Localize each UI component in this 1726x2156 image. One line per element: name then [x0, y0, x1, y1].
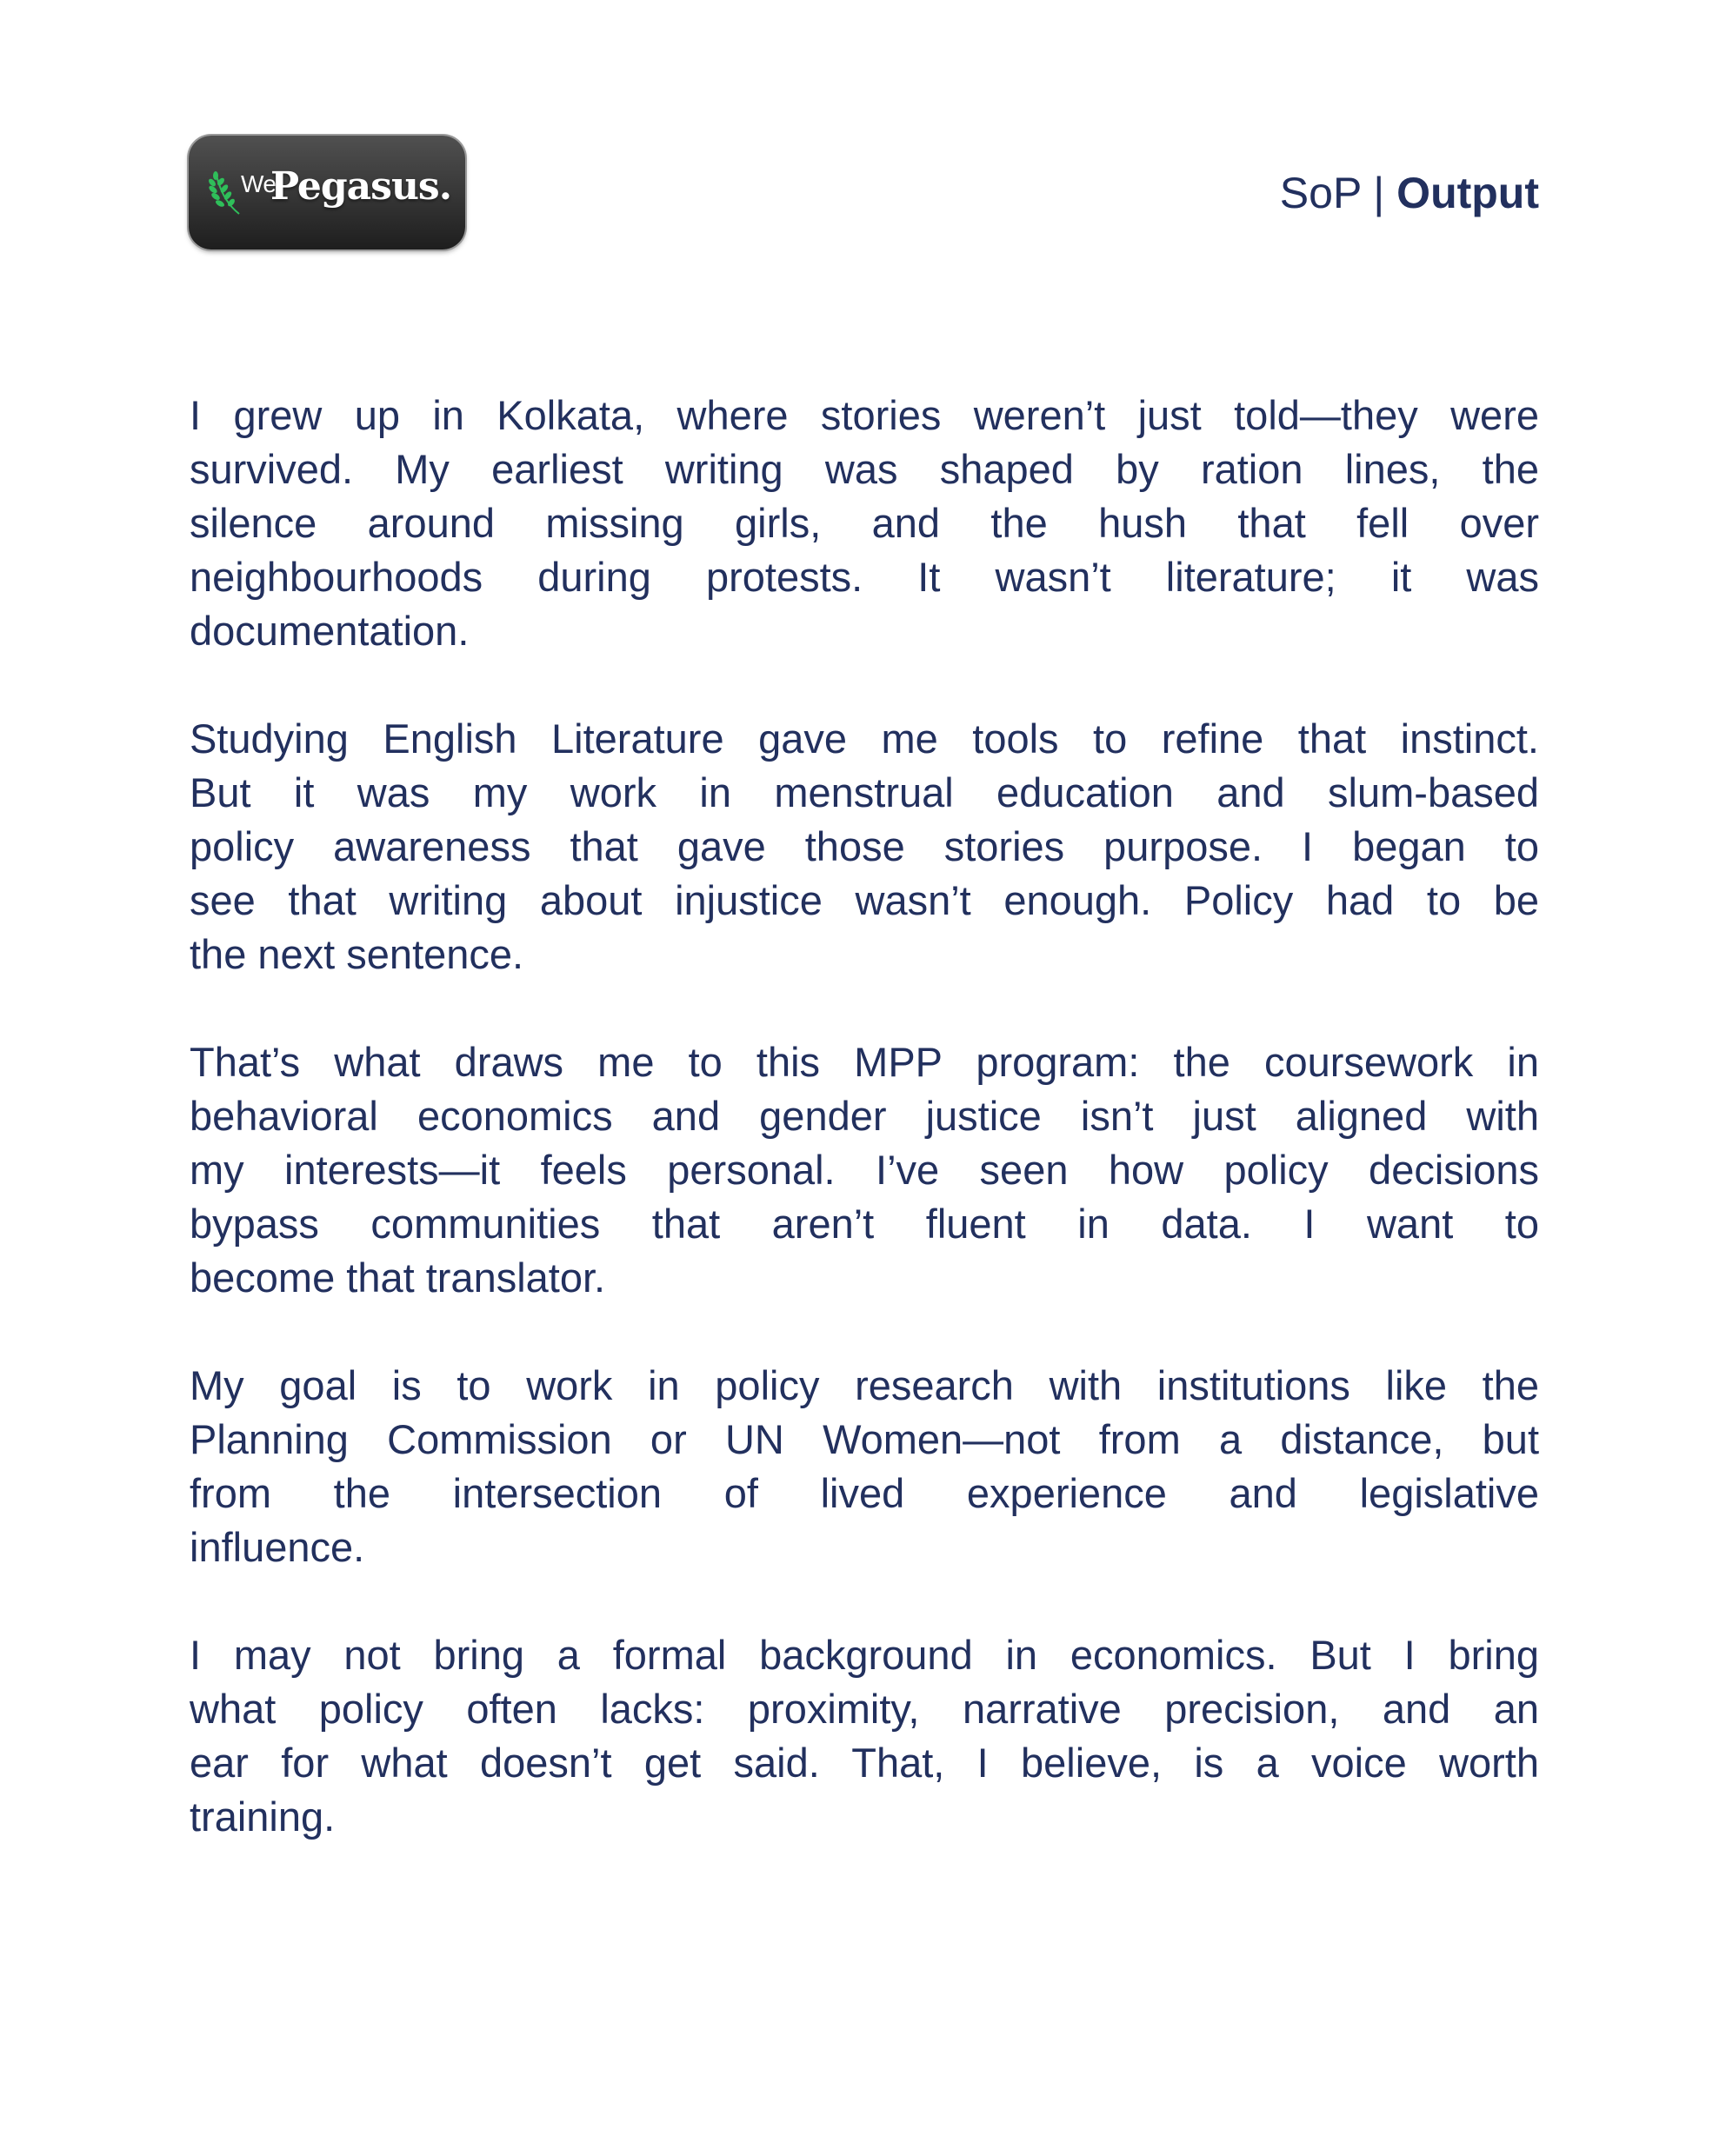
- sop-body: [190, 389, 1539, 1898]
- paragraph-line: That’s what draws me to this MPP program: the coursework in: [190, 1039, 1539, 1085]
- paragraph-line: My goal is to work in policy research with institutions like the: [190, 1362, 1539, 1408]
- paragraph-line: my interests—it feels personal. I’ve seen how policy decisions: [190, 1147, 1539, 1193]
- paragraph-line: bypass communities that aren’t fluent in data. I want to: [190, 1201, 1539, 1247]
- logo-name: Pegasus.: [270, 164, 452, 209]
- paragraph: [190, 712, 1539, 982]
- paragraph-line: behavioral economics and gender justice isn’t just aligned with: [190, 1093, 1539, 1139]
- paragraph-line: policy awareness that gave those stories purpose. I began to: [190, 823, 1539, 869]
- paragraph-line: from the intersection of lived experience and legislative: [190, 1470, 1539, 1516]
- paragraph-line: see that writing about injustice wasn’t enough. Policy had to be: [190, 877, 1539, 923]
- paragraph-line: I grew up in Kolkata, where stories weren’t just told—they were: [190, 392, 1539, 438]
- paragraph-line: But it was my work in menstrual education and slum-based: [190, 769, 1539, 815]
- paragraph-line: documentation.: [190, 608, 470, 654]
- paragraph: [190, 1628, 1539, 1844]
- wepegasus-logo: [189, 136, 465, 250]
- page-title: [1280, 167, 1539, 219]
- paragraph-line: neighbourhoods during protests. It wasn’t literature; it was: [190, 554, 1539, 600]
- paragraph-line: the next sentence.: [190, 931, 524, 977]
- paragraph-line: what policy often lacks: proximity, narrative precision, and an: [190, 1686, 1539, 1732]
- paragraph-line: silence around missing girls, and the hush that fell over: [190, 500, 1539, 546]
- paragraph-line: I may not bring a formal background in economics. But I bring: [190, 1632, 1539, 1678]
- paragraph-line: ear for what doesn’t get said. That, I believe, is a voice worth: [190, 1740, 1539, 1786]
- paragraph-line: survived. My earliest writing was shaped by ration lines, the: [190, 446, 1539, 492]
- paragraph-line: training.: [190, 1793, 336, 1840]
- page-title-bold: Output: [1396, 169, 1539, 217]
- page-title-light: SoP |: [1279, 169, 1397, 217]
- paragraph: [190, 1035, 1539, 1305]
- paragraph-line: Planning Commission or UN Women—not from a distance, but: [190, 1416, 1539, 1462]
- leaf-icon: [208, 170, 243, 216]
- paragraph: [190, 1359, 1539, 1574]
- paragraph: [190, 389, 1539, 658]
- paragraph-line: become that translator.: [190, 1254, 606, 1301]
- paragraph-line: Studying English Literature gave me tools to refine that instinct.: [190, 715, 1539, 762]
- logo-prefix: We: [241, 170, 277, 197]
- paragraph-line: influence.: [190, 1524, 365, 1570]
